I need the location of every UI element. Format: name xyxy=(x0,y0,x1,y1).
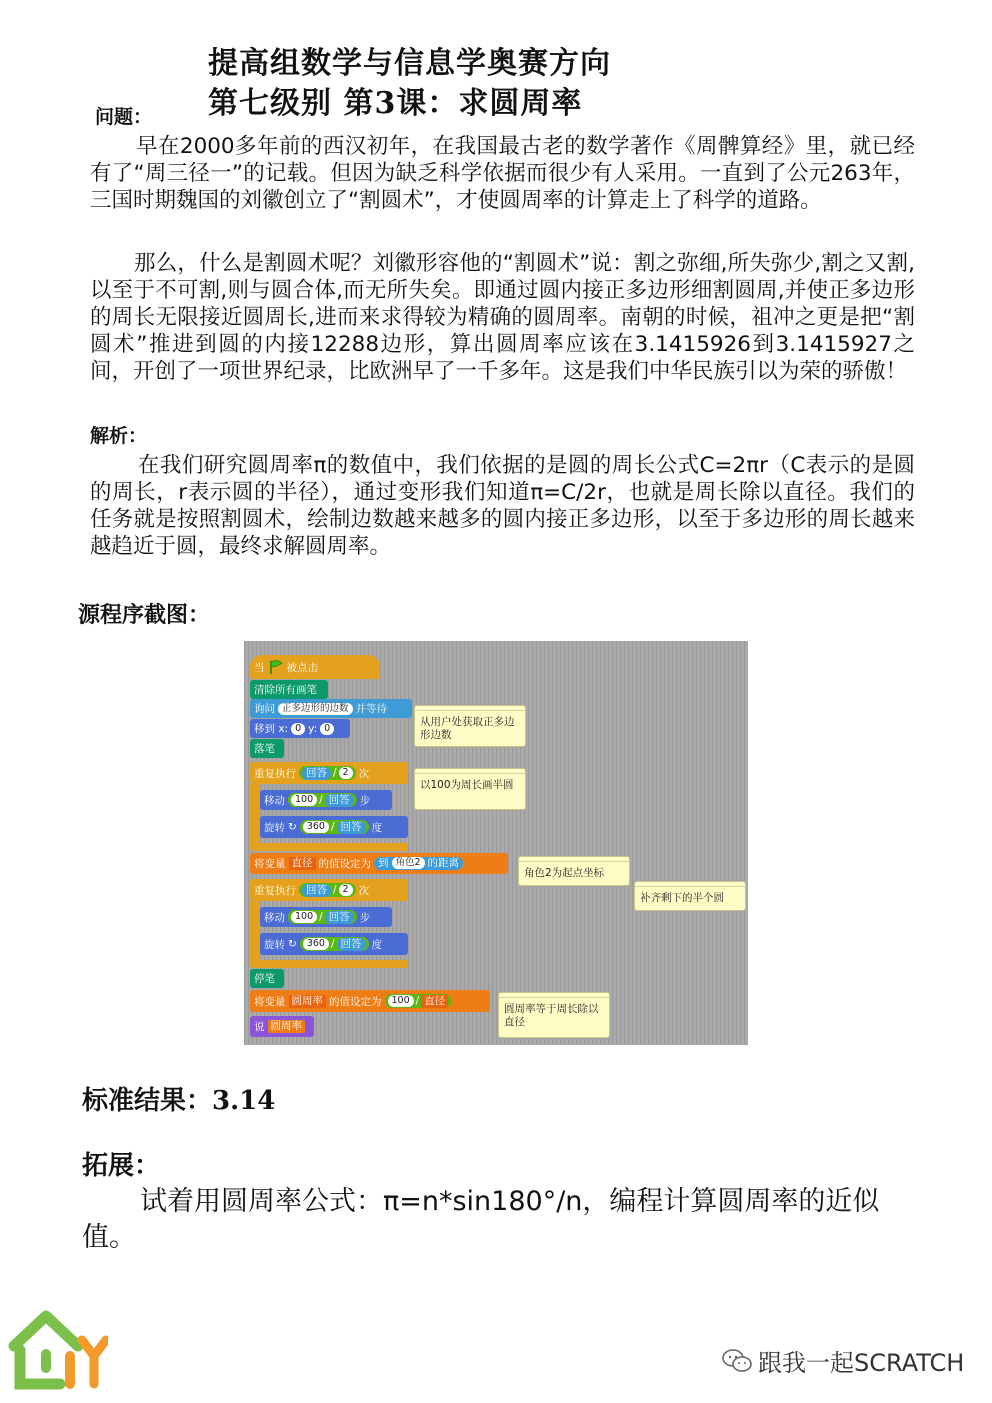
dist-to-label: 到 xyxy=(378,857,389,869)
divide-operator xyxy=(300,937,369,951)
set-to-label: 的值设定为 xyxy=(329,995,382,1008)
diameter-reporter: 直径 xyxy=(421,995,448,1008)
hundred-value: 100 xyxy=(291,794,317,806)
comment-complete-circle: 补齐剩下的半个圆 xyxy=(634,881,746,911)
ask-label: 询问 xyxy=(254,703,275,715)
hat-clicked-label: 被点击 xyxy=(286,661,318,674)
answer-reporter: 回答 xyxy=(337,821,366,834)
goto-y-value: 0 xyxy=(320,723,334,735)
green-flag-icon xyxy=(268,660,284,674)
analysis-paragraph: 在我们研究圆周率π的数值中，我们依据的是圆的周长公式C=2πr（C表示的是圆的周长，r表示圆的半径），通过变形我们知道π=C/2r，也就是周长除以直径。我们的任务就是按照割圆术，绘制边数越来越多的圆内接正多边形，以至于多边形的周长越来越趋近于圆，最终求解圆周率。 xyxy=(90,453,915,559)
divide-operator xyxy=(385,994,452,1008)
turn-block-1 xyxy=(260,816,408,838)
steps-label: 步 xyxy=(359,911,371,924)
repeat-block-2 xyxy=(250,879,408,901)
penup-block: 停笔 xyxy=(250,969,284,988)
comment-start-point: 角色2为起点坐标 xyxy=(518,856,630,886)
divide-sign: / xyxy=(330,938,335,950)
repeat-block-1 xyxy=(250,762,408,784)
wechat-watermark xyxy=(722,1343,964,1378)
problem-heading: 问题： xyxy=(95,106,153,128)
title-line1: 提高组数学与信息学奥赛方向 xyxy=(208,46,611,81)
goto-label: 移到 x: xyxy=(254,723,289,735)
title-line2: 第七级别 第3课：求圆周率 xyxy=(208,86,583,121)
turn-label: 旋转 xyxy=(264,938,285,951)
divide-operator xyxy=(288,910,357,924)
turn-label: 旋转 xyxy=(264,821,285,834)
clear-block: 清除所有画笔 xyxy=(250,680,328,699)
rotate-cw-icon: ↻ xyxy=(288,938,297,950)
setvar-label: 将变量 xyxy=(254,858,286,870)
times-label: 次 xyxy=(358,884,370,897)
problem-paragraph-2: 那么，什么是割圆术呢？刘徽形容他的“割圆术”说：割之弥细,所失弥少,割之又割,以至于不可割,则与圆合体,而无所失矣。即通过圆内接正多边形细割圆周,并使正多边形的周长无限接近圆周长,进而来求得较为精确的圆周率。南朝的时候，祖冲之更是把“割圆术”推进到圆的内接12288边形，算出圆周率应该在3.1415926到3.1415927之间，开创了一项世界纪录，比欧洲早了一千多年。这是我们中华民族引以为荣的骄傲！ xyxy=(90,251,915,384)
divide-sign: / xyxy=(415,995,420,1007)
deg360-value: 360 xyxy=(303,938,329,950)
extension-heading: 拓展： xyxy=(82,1151,161,1181)
distance-reporter xyxy=(374,857,463,870)
steps-label: 步 xyxy=(359,794,371,807)
answer-reporter: 回答 xyxy=(337,938,366,951)
rotate-cw-icon: ↻ xyxy=(288,821,297,833)
divide-sign: / xyxy=(333,884,337,896)
move-block-1 xyxy=(260,790,392,810)
result-label: 标准结果： xyxy=(82,1086,213,1116)
repeat-2-foot xyxy=(250,960,408,968)
source-heading: 源程序截图： xyxy=(78,602,211,628)
house-logo-icon xyxy=(8,1310,108,1392)
divide-sign: / xyxy=(333,767,337,779)
pendown-block: 落笔 xyxy=(250,739,284,758)
degrees-label: 度 xyxy=(371,821,382,834)
set-diameter-block xyxy=(250,853,508,874)
goto-block xyxy=(250,719,350,738)
setvar-label: 将变量 xyxy=(254,995,286,1008)
problem-paragraph-1: 早在2000多年前的西汉初年，在我国最古老的数学著作《周髀算经》里，就已经有了“周三径一”的记载。但因为缺乏科学依据而很少有人采用。一直到了公元263年，三国时期魏国的刘徽创立了“割圆术”，才使圆周率的计算走上了科学的道路。 xyxy=(90,134,915,213)
hat-block-green-flag xyxy=(250,655,380,679)
pi-dropdown: 圆周率 xyxy=(289,995,327,1008)
hat-when-label: 当 xyxy=(254,661,265,674)
wechat-icon xyxy=(722,1348,752,1374)
turn-block-2 xyxy=(260,933,408,955)
sprite2-dropdown: 角色2 xyxy=(392,857,425,869)
say-label: 说 xyxy=(254,1021,265,1033)
repeat-1-arm xyxy=(250,784,260,846)
scratch-script-image xyxy=(244,641,748,1045)
divide-sign: / xyxy=(319,794,323,806)
result-value: 3.14 xyxy=(212,1086,276,1116)
answer-reporter: 回答 xyxy=(325,911,354,924)
extension-text: 试着用圆周率公式：π=n*sin180°/n，编程计算圆周率的近似值。 xyxy=(82,1186,880,1253)
move-block-2 xyxy=(260,907,392,927)
divisor-value: 2 xyxy=(339,767,353,779)
divide-sign: / xyxy=(319,911,323,923)
divide-operator xyxy=(299,766,356,780)
ask-wait-label: 并等待 xyxy=(355,703,388,715)
ask-text: 正多边形的边数 xyxy=(278,703,353,715)
answer-reporter: 回答 xyxy=(325,794,354,807)
standard-result xyxy=(82,1080,275,1117)
set-to-label: 的值设定为 xyxy=(318,858,371,870)
degrees-label: 度 xyxy=(371,938,382,951)
brand-logo xyxy=(8,1310,108,1392)
distance-label: 的距离 xyxy=(427,857,460,869)
deg360-value: 360 xyxy=(303,821,329,833)
divide-sign: / xyxy=(330,821,335,833)
answer-reporter: 回答 xyxy=(302,884,331,897)
goto-x-value: 0 xyxy=(291,723,305,735)
ask-block xyxy=(250,699,412,718)
set-pi-block xyxy=(250,990,490,1012)
comment-pi-formula: 圆周率等于周长除以直径 xyxy=(498,992,610,1038)
hundred-value: 100 xyxy=(388,995,414,1007)
repeat-label: 重复执行 xyxy=(254,884,296,897)
comment-get-sides: 从用户处获取正多边形边数 xyxy=(414,705,526,747)
watermark-text: 跟我一起SCRATCH xyxy=(758,1349,965,1377)
goto-y-label: y: xyxy=(308,722,318,735)
hundred-value: 100 xyxy=(291,911,317,923)
comment-draw-half: 以100为周长画半圆 xyxy=(414,768,526,810)
divide-operator xyxy=(300,820,369,834)
move-label: 移动 xyxy=(264,794,285,807)
divide-operator xyxy=(288,793,357,807)
repeat-label: 重复执行 xyxy=(254,767,296,780)
say-block xyxy=(250,1016,314,1037)
move-label: 移动 xyxy=(264,911,285,924)
divide-operator xyxy=(299,883,356,897)
diameter-dropdown: 直径 xyxy=(289,857,316,870)
repeat-1-foot xyxy=(250,843,408,851)
repeat-2-arm xyxy=(250,901,260,963)
pi-reporter: 圆周率 xyxy=(268,1020,306,1033)
times-label: 次 xyxy=(358,767,370,780)
answer-reporter: 回答 xyxy=(302,767,331,780)
analysis-heading: 解析： xyxy=(90,425,148,447)
divisor-value: 2 xyxy=(339,884,353,896)
